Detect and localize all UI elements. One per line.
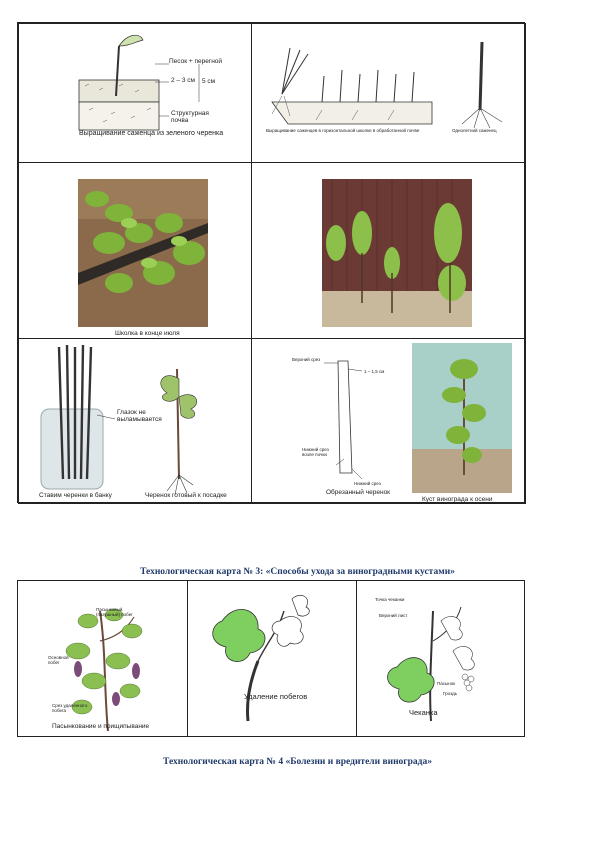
heading-card-3: Технологическая карта № 3: «Способы ухода за виноградными кустами»	[140, 567, 455, 577]
caption-jar: Ставим черенки в банку	[39, 492, 112, 499]
label-side-shoot: Пасынковый (пазушный) побег	[96, 607, 133, 617]
label-cut-removed: Срез удаленного побега	[52, 703, 88, 713]
cell-vines-photo	[251, 162, 526, 339]
label-top-leaf: Верхний лист	[379, 613, 408, 618]
caption-autumn-bush: Куст винограда к осени	[422, 496, 493, 503]
label-topping-point: Точка чеканки	[375, 597, 405, 602]
cell-shoot-removal	[187, 580, 357, 737]
label-eye: Глазок не выламывается	[117, 409, 162, 423]
cell-green-cutting	[18, 23, 252, 163]
cell-cuttings-jar	[18, 338, 252, 504]
label-soil: Структурная почва	[171, 110, 209, 124]
cell-cut-cutting	[251, 338, 526, 504]
label-stepson: Пасынок	[437, 681, 456, 686]
green-cutting-diagram	[19, 24, 252, 163]
label-depth: 2 – 3 см	[171, 77, 195, 84]
shoot-removal-drawing	[188, 581, 357, 737]
caption-topping: Чеканка	[409, 708, 438, 717]
caption-school: Выращивание саженцев в горизонтальной школке в обработанной почве	[266, 128, 420, 133]
caption-green-cutting: Выращивание саженца из зеленого черенка	[79, 130, 224, 137]
heading-card-4: Технологическая карта № 4 «Болезни и вредители винограда»	[163, 757, 432, 767]
caption-school-july: Школка в конце июля	[115, 330, 180, 337]
label-depth2: 5 см	[202, 78, 216, 85]
horizontal-school-diagram	[252, 24, 526, 163]
label-sand: Песок + перегной	[169, 58, 223, 65]
cell-horizontal-school	[251, 23, 526, 163]
label-bottom-cut-bud: Нижний срез возле почки	[302, 447, 329, 457]
caption-shoot-removal: Удаление побегов	[244, 692, 308, 701]
label-bottom-cut: Нижний срез	[354, 481, 381, 486]
cell-school-photo	[18, 162, 252, 339]
technology-table-3	[17, 580, 525, 737]
school-july-photo	[19, 163, 252, 339]
label-main-shoot: Основной побег	[48, 655, 69, 665]
caption-seedling: Однолетний саженец	[452, 128, 497, 133]
technology-table-1	[17, 22, 525, 503]
caption-pinching: Пасынкование и прищипывание	[52, 723, 150, 730]
vines-fence-photo	[252, 163, 526, 339]
pinching-drawing	[18, 581, 188, 737]
topping-drawing	[357, 581, 525, 737]
cell-pinching	[17, 580, 188, 737]
label-top-cut: Верхний срез	[292, 357, 321, 362]
cell-topping	[356, 580, 525, 737]
cut-cutting-drawing	[252, 339, 526, 504]
label-bunch: Гроздь	[443, 691, 458, 696]
caption-ready-cutting: Черенок готовый к посадке	[145, 492, 227, 499]
label-cm: 1 – 1,5 см	[364, 369, 385, 374]
caption-cut-cutting: Обрезанный черенок	[326, 489, 391, 496]
